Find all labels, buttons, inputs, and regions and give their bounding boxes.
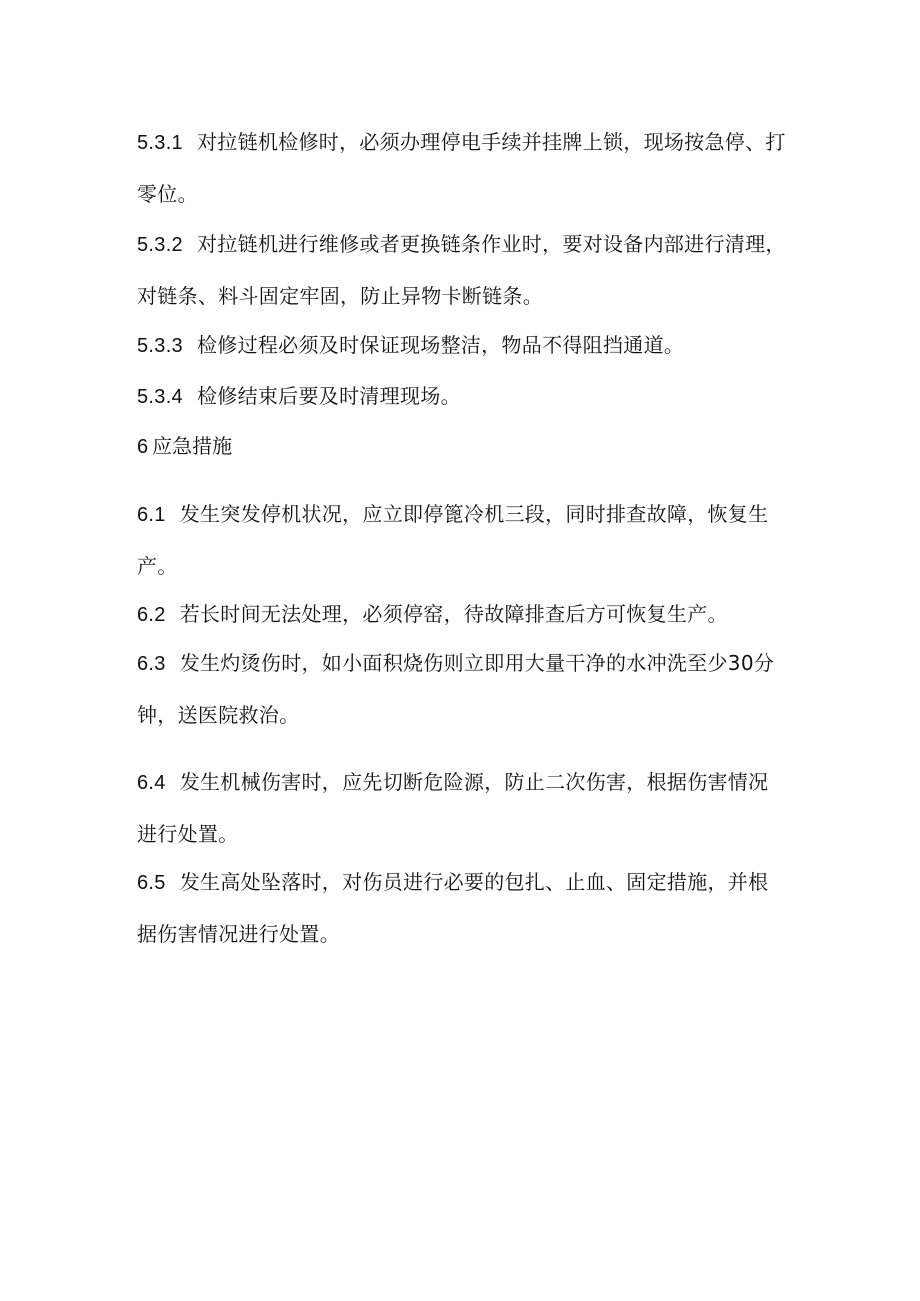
clause-5-3-2 <box>137 219 787 322</box>
section-title: 应急措施 <box>152 434 233 458</box>
clause-number: 6.5 <box>137 872 166 894</box>
clause-text: 对拉链机进行维修或者更换链条作业时，要对设备内部进行清理，对链条、料斗固定牢固，防止异物卡断链条。 <box>137 232 786 308</box>
clause-number: 5.3.3 <box>137 335 183 357</box>
clause-6-4 <box>137 757 787 860</box>
clause-text: 发生灼烫伤时，如小面积烧伤则立即用大量干净的水冲洗至少30分钟，送医院救治。 <box>137 651 775 727</box>
clause-text: 对拉链机检修时，必须办理停电手续并挂牌上锁，现场按急停、打零位。 <box>137 130 786 206</box>
clause-text: 检修过程必须及时保证现场整洁，物品不得阻挡通道。 <box>196 333 685 357</box>
clause-text: 发生高处坠落时，对伤员进行必要的包扎、止血、固定措施，并根据伤害情况进行处置。 <box>137 870 769 946</box>
clause-5-3-4 <box>137 371 787 423</box>
section-heading-6 <box>137 421 232 473</box>
clause-number: 5.3.2 <box>137 234 183 256</box>
clause-text: 检修结束后要及时清理现场。 <box>196 384 461 408</box>
clause-5-3-3 <box>137 320 787 372</box>
section-number: 6 <box>137 436 149 458</box>
clause-6-3 <box>137 638 787 741</box>
clause-number: 6.4 <box>137 772 166 794</box>
clause-number: 6.2 <box>137 604 166 626</box>
clause-6-5 <box>137 857 787 960</box>
clause-number: 6.1 <box>137 504 166 526</box>
clause-text: 若长时间无法处理，必须停窑，待故障排查后方可恢复生产。 <box>179 602 728 626</box>
clause-text: 发生突发停机状况，应立即停篦冷机三段，同时排查故障，恢复生产。 <box>137 502 769 578</box>
clause-5-3-1 <box>137 117 787 220</box>
clause-text: 发生机械伤害时，应先切断危险源，防止二次伤害，根据伤害情况进行处置。 <box>137 770 769 846</box>
clause-6-2 <box>137 589 787 641</box>
clause-number: 5.3.1 <box>137 132 183 154</box>
clause-number: 6.3 <box>137 653 166 675</box>
clause-6-1 <box>137 489 787 592</box>
clause-number: 5.3.4 <box>137 386 183 408</box>
